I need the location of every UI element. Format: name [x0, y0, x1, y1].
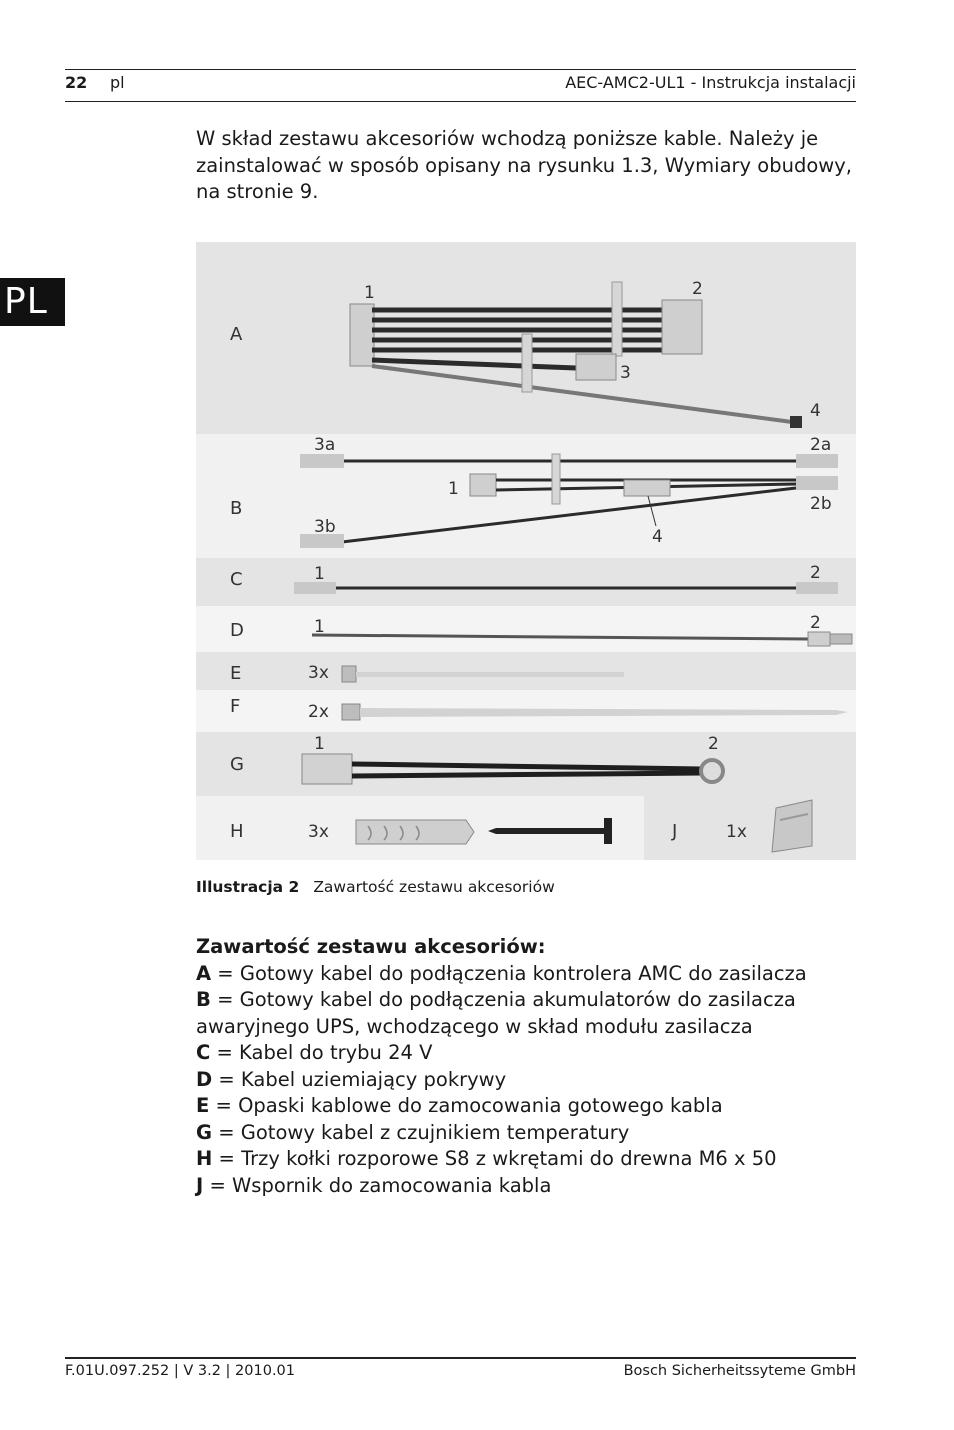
list-item: B = Gotowy kabel do podłączenia akumulatorów do zasilacza awaryjnego UPS, wchodzącego w skład modułu zasilacza [196, 988, 796, 1038]
callout-c-2: 2 [810, 563, 821, 583]
callout-b-2b: 2b [810, 494, 832, 514]
header-language: pl [110, 73, 125, 92]
row-letter-b: B [230, 498, 243, 519]
row-letter-e: E [230, 663, 242, 684]
callout-c-1: 1 [314, 564, 325, 584]
callout-h-3x: 3x [308, 822, 329, 842]
row-letter-a: A [230, 324, 243, 345]
footer-company: Bosch Sicherheitssyteme GmbH [623, 1363, 856, 1379]
panel-d [196, 606, 856, 652]
document-title: AEC-AMC2-UL1 - Instrukcja instalacji [565, 73, 856, 92]
contents-heading: Zawartość zestawu akcesoriów: [196, 935, 546, 958]
figure-caption-label: Illustracja 2 [196, 878, 300, 896]
list-item: J = Wspornik do zamocowania kabla [196, 1173, 552, 1197]
callout-a-3: 3 [620, 363, 631, 383]
accessory-kit-drawing [196, 242, 856, 860]
figure-caption [196, 877, 555, 897]
footer-rule [65, 1357, 856, 1359]
language-side-tab: PL [0, 278, 65, 326]
callout-d-1: 1 [314, 617, 325, 637]
callout-a-1: 1 [364, 283, 375, 303]
header-top-rule [65, 69, 856, 70]
callout-a-4: 4 [810, 401, 821, 421]
figure-caption-text: Zawartość zestawu akcesoriów [313, 878, 555, 896]
cable-bracket [772, 800, 812, 852]
callout-b-3b: 3b [314, 517, 336, 537]
header-bottom-rule [65, 101, 856, 102]
row-letter-f: F [230, 696, 241, 717]
callout-b-3a: 3a [314, 435, 336, 455]
list-item: C = Kabel do trybu 24 V [196, 1041, 433, 1064]
panel-b [196, 434, 856, 558]
page-number: 22 [65, 73, 88, 92]
callout-e-3x: 3x [308, 663, 329, 683]
callout-g-2: 2 [708, 734, 719, 754]
callout-f-2x: 2x [308, 702, 329, 722]
callout-d-2: 2 [810, 613, 821, 633]
callout-b-1: 1 [448, 479, 459, 499]
row-letter-j: J [672, 821, 678, 842]
list-item: A = Gotowy kabel do podłączenia kontrolera AMC do zasilacza [196, 961, 807, 985]
intro-paragraph: W skład zestawu akcesoriów wchodzą poniższe kable. Należy je zainstalować w sposób opisany na rysunku 1.3, Wymiary obudowy, na stronie 9. [196, 127, 852, 203]
callout-b-2a: 2a [810, 435, 832, 455]
callout-j-1x: 1x [726, 822, 747, 842]
list-item: D = Kabel uziemiający pokrywy [196, 1067, 507, 1091]
callout-g-1: 1 [314, 734, 325, 754]
row-letter-h: H [230, 821, 244, 842]
accessory-kit-illustration [196, 242, 856, 860]
row-letter-c: C [230, 569, 243, 590]
list-item: E = Opaski kablowe do zamocowania gotowego kabla [196, 1094, 723, 1117]
panel-e [196, 652, 856, 690]
row-letter-g: G [230, 754, 244, 775]
callout-a-2: 2 [692, 279, 703, 299]
callout-b-4: 4 [652, 527, 663, 547]
list-item: G = Gotowy kabel z czujnikiem temperatury [196, 1120, 630, 1144]
row-letter-d: D [230, 620, 244, 641]
footer-document-id: F.01U.097.252 | V 3.2 | 2010.01 [65, 1363, 296, 1379]
contents-list [196, 934, 876, 1199]
list-item: H = Trzy kołki rozporowe S8 z wkrętami do drewna M6 x 50 [196, 1147, 777, 1170]
